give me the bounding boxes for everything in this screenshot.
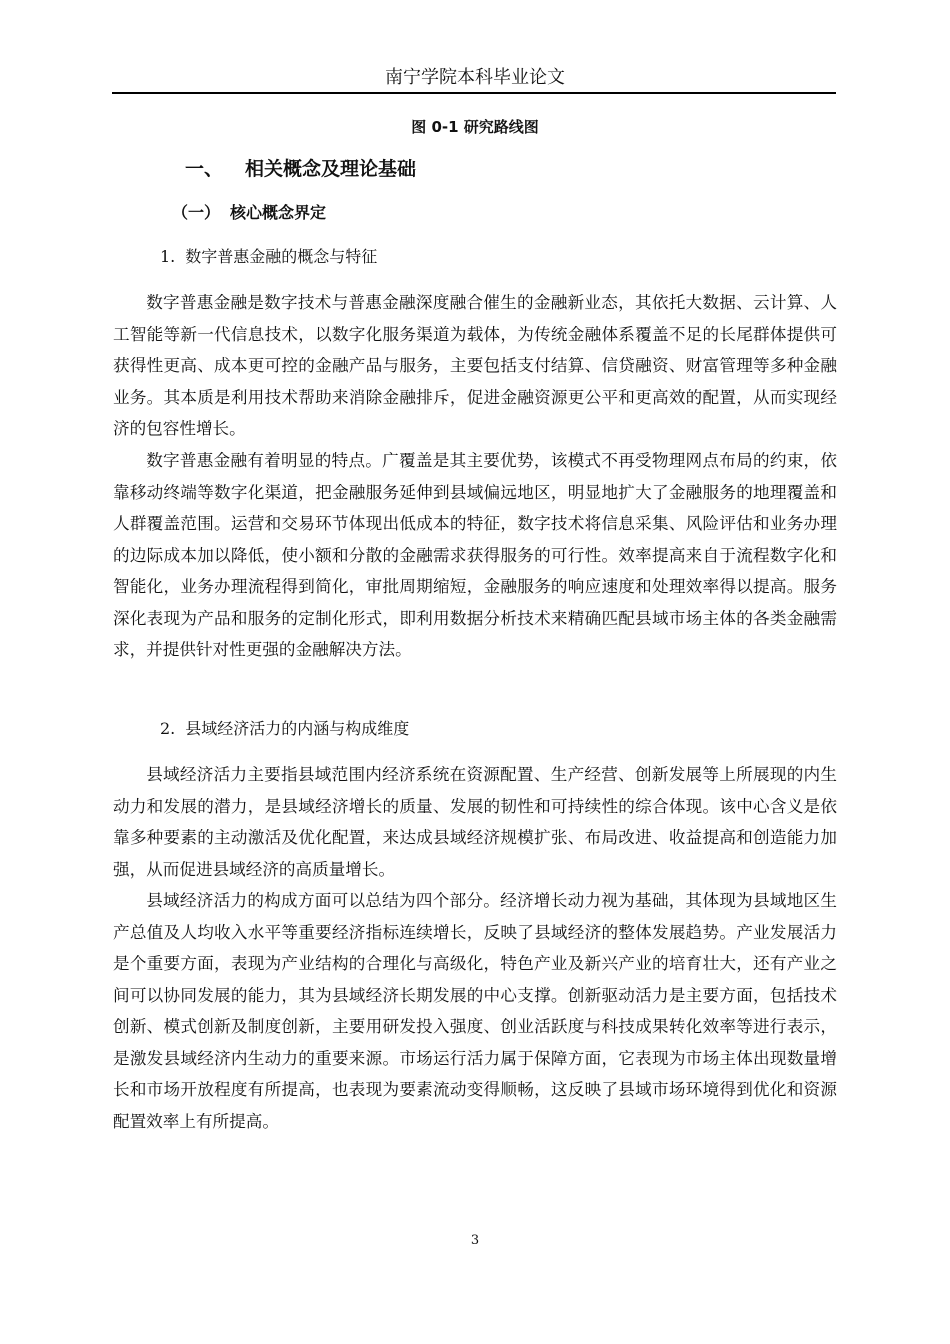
subsection-number: （一）: [172, 203, 221, 222]
figure-caption: 图 0-1 研究路线图: [411, 118, 539, 136]
item-number: 2.: [160, 719, 176, 738]
paragraph: 数字普惠金融是数字技术与普惠金融深度融合催生的金融新业态，其依托大数据、云计算、人工智能等新一代信息技术，以数字化服务渠道为载体，为传统金融体系覆盖不足的长尾群体提供可获得性更高、成本更可控的金融产品与服务，主要包括支付结算、信贷融资、财富管理等多种金融业务。其本质是利用技术帮助来消除金融排斥，促进金融资源更公平和更高效的配置，从而实现经济的包容性增长。: [113, 293, 837, 438]
page-number: 3: [470, 1233, 480, 1248]
subsection-heading: [172, 200, 326, 226]
item-title: 县域经济活力的内涵与构成维度: [185, 719, 410, 738]
section-title: 相关概念及理论基础: [245, 158, 417, 180]
paragraph: 县域经济活力的构成方面可以总结为四个部分。经济增长动力视为基础，其体现为县域地区生产总值及人均收入水平等重要经济指标连续增长，反映了县域经济的整体发展趋势。产业发展活力是个重要方面，表现为产业结构的合理化与高级化，特色产业及新兴产业的培育壮大，还有产业之间可以协同发展的能力，其为县域经济长期发展的中心支撑。创新驱动活力是主要方面，包括技术创新、模式创新及制度创新，主要用研发投入强度、创业活跃度与科技成果转化效率等进行表示，是激发县域经济内生动力的重要来源。市场运行活力属于保障方面，它表现为市场主体出现数量增长和市场开放程度有所提高，也表现为要素流动变得顺畅，这反映了县域市场环境得到优化和资源配置效率上有所提高。: [113, 891, 837, 1131]
section-number: 一、: [185, 158, 224, 180]
item-heading-1: [160, 244, 377, 270]
paragraph: 数字普惠金融有着明显的特点。广覆盖是其主要优势，该模式不再受物理网点布局的约束，依靠移动终端等数字化渠道，把金融服务延伸到县域偏远地区，明显地扩大了金融服务的地理覆盖和人群覆盖范围。运营和交易环节体现出低成本的特征，数字技术将信息采集、风险评估和业务办理的边际成本加以降低，使小额和分散的金融需求获得服务的可行性。效率提高来自于流程数字化和智能化，业务办理流程得到简化，审批周期缩短，金融服务的响应速度和处理效率得以提高。服务深化表现为产品和服务的定制化形式，即利用数据分析技术来精确匹配县域市场主体的各类金融需求，并提供针对性更强的金融解决方法。: [113, 451, 837, 659]
item-number: 1.: [160, 247, 176, 266]
paragraph: 县域经济活力主要指县域范围内经济系统在资源配置、生产经营、创新发展等上所展现的内生动力和发展的潜力，是县域经济增长的质量、发展的韧性和可持续性的综合体现。该中心含义是依靠多种要素的主动激活及优化配置，来达成县域经济规模扩张、布局改进、收益提高和创造能力加强，从而促进县域经济的高质量增长。: [113, 765, 837, 879]
header-rule: [112, 92, 836, 94]
item-heading-2: [160, 716, 409, 742]
item-title: 数字普惠金融的概念与特征: [185, 247, 378, 266]
section-heading: [185, 154, 416, 184]
running-header: 南宁学院本科毕业论文: [385, 67, 565, 88]
subsection-title: 核心概念界定: [230, 203, 327, 222]
